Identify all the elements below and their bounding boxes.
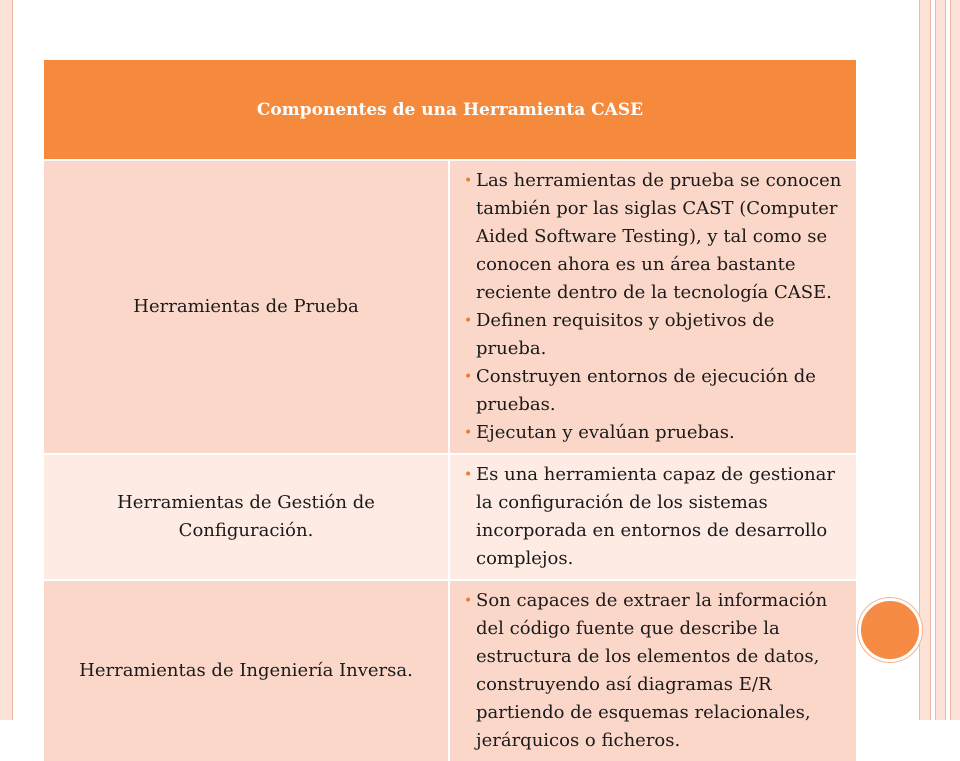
bullet-list <box>464 587 846 755</box>
bullet-item: • Es una herramienta capaz de gestionar la configuración de los sistemas incorporada en entornos de desarrollo complejos. <box>464 461 846 573</box>
table-row <box>44 159 856 453</box>
table-title: Componentes de una Herramienta CASE <box>44 60 856 159</box>
bullet-item: • Ejecutan y evalúan pruebas. <box>464 419 846 447</box>
row-label-gestion: Herramientas de Gestión de Configuración. <box>44 453 450 579</box>
slide-frame-right-stripe <box>919 0 931 720</box>
table-row <box>44 579 856 761</box>
row-description-prueba <box>450 159 856 453</box>
decorative-circle <box>858 598 922 662</box>
slide-frame-right-stripe <box>935 0 946 720</box>
table-header-row <box>44 60 856 159</box>
row-description-ingenieria <box>450 579 856 761</box>
bullet-item: • Son capaces de extraer la información del código fuente que describe la estructura de los elementos de datos, construyendo así diagramas E/R partiendo de esquemas relacionales, jerárquicos o ficheros. <box>464 587 846 755</box>
bullet-list <box>464 167 846 447</box>
row-label-prueba: Herramientas de Prueba <box>44 159 450 453</box>
bullet-list <box>464 461 846 573</box>
bullet-item: • Las herramientas de prueba se conocen también por las siglas CAST (Computer Aided Software Testing), y tal como se conocen ahora es un área bastante reciente dentro de la tecnología CASE. <box>464 167 846 307</box>
case-components-table <box>44 60 856 761</box>
row-label-ingenieria: Herramientas de Ingeniería Inversa. <box>44 579 450 761</box>
slide-frame-right-stripe <box>950 0 960 720</box>
slide-frame-left <box>0 0 13 720</box>
row-description-gestion <box>450 453 856 579</box>
bullet-item: • Definen requisitos y objetivos de prueba. <box>464 307 846 363</box>
bullet-item: • Construyen entornos de ejecución de pruebas. <box>464 363 846 419</box>
table-row <box>44 453 856 579</box>
